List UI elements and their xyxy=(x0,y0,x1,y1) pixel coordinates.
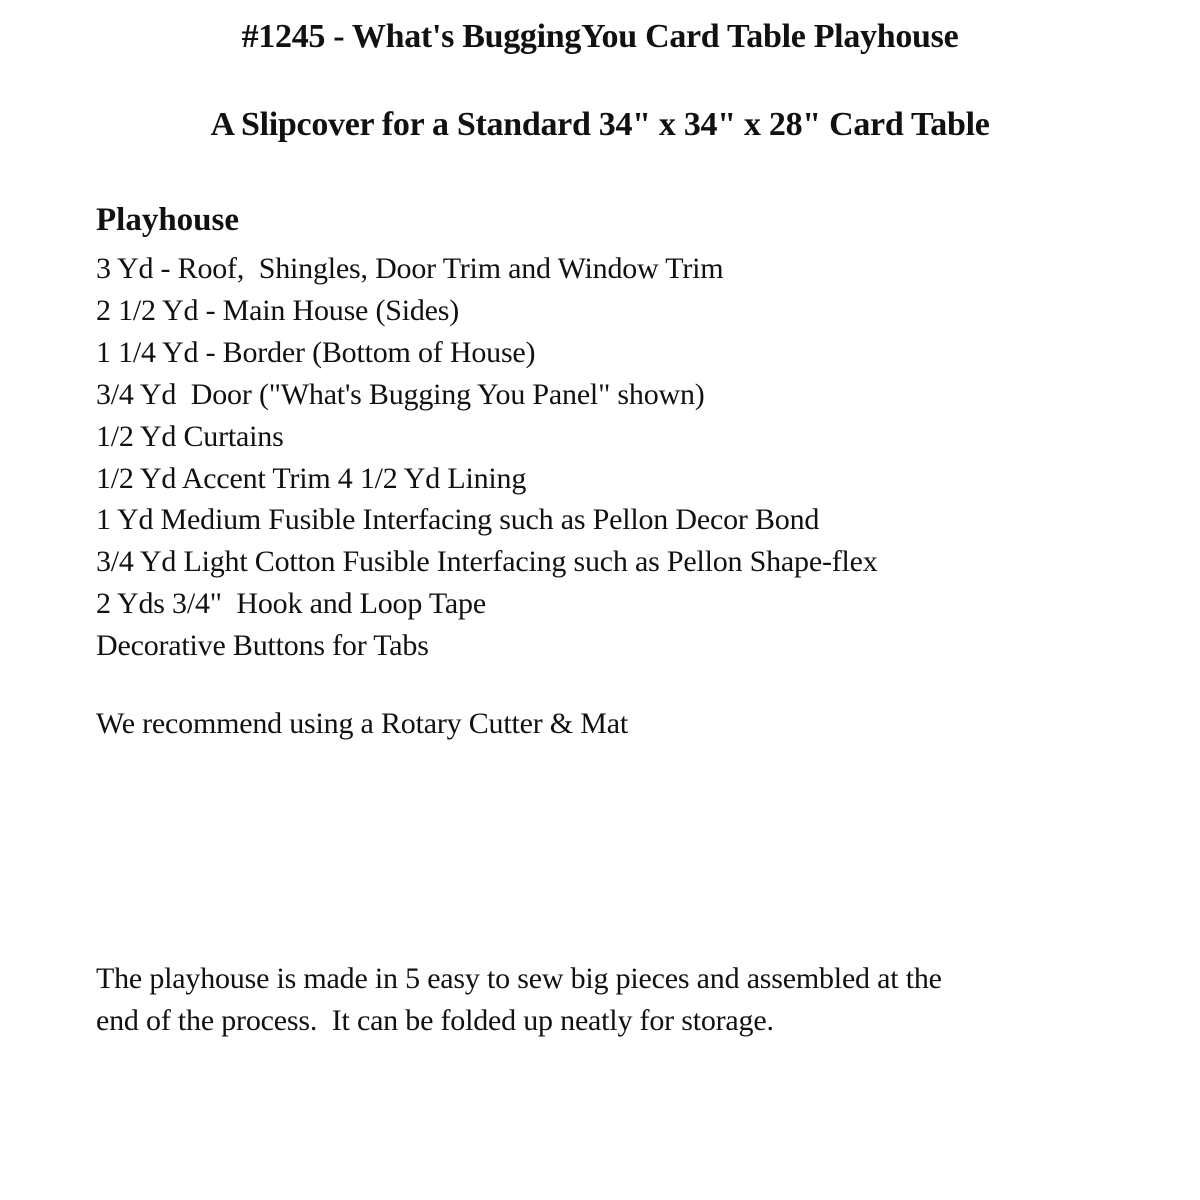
material-item: 2 1/2 Yd - Main House (Sides) xyxy=(96,293,460,327)
material-item: 1/2 Yd Curtains xyxy=(96,419,284,453)
material-item: 3/4 Yd Light Cotton Fusible Interfacing such as Pellon Shape-flex xyxy=(96,545,878,579)
material-item: 3/4 Yd Door ("What's Bugging You Panel" shown) xyxy=(96,377,705,411)
page-subtitle: A Slipcover for a Standard 34" x 34" x 28" Card Table xyxy=(210,106,990,143)
materials-list xyxy=(96,248,878,667)
recommendation-text: We recommend using a Rotary Cutter & Mat xyxy=(96,707,628,740)
section-heading-playhouse: Playhouse xyxy=(96,202,240,238)
description-line: The playhouse is made in 5 easy to sew big pieces and assembled at the xyxy=(96,962,942,995)
page-title: #1245 - What's BuggingYou Card Table Playhouse xyxy=(241,18,959,55)
description-line: end of the process. It can be folded up neatly for storage. xyxy=(96,1004,774,1037)
material-item: 1 1/4 Yd - Border (Bottom of House) xyxy=(96,335,536,369)
material-item: 1 Yd Medium Fusible Interfacing such as Pellon Decor Bond xyxy=(96,503,820,537)
material-item: 3 Yd - Roof, Shingles, Door Trim and Window Trim xyxy=(96,252,724,285)
description-paragraph xyxy=(96,958,1096,1042)
material-item: 2 Yds 3/4" Hook and Loop Tape xyxy=(96,587,486,621)
material-item: Decorative Buttons for Tabs xyxy=(96,629,429,663)
material-item: 1/2 Yd Accent Trim 4 1/2 Yd Lining xyxy=(96,461,527,495)
